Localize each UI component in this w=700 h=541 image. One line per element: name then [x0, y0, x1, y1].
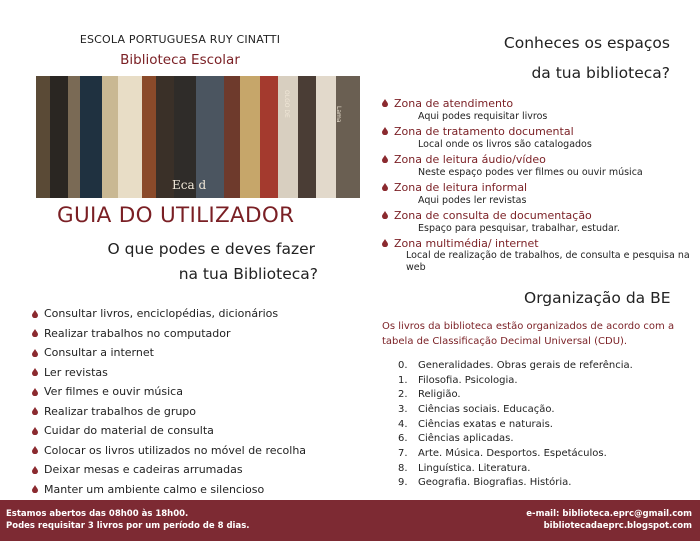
- droplet-bullet-icon: [382, 239, 388, 247]
- list-item: [32, 441, 306, 461]
- zone-description: Local de realização de trabalhos, de consulta e pesquisa na web: [406, 250, 690, 273]
- zone-label: Zona de consulta de documentação: [394, 208, 592, 222]
- list-item: [32, 480, 306, 500]
- cdu-number: 2.: [398, 389, 408, 401]
- list-item: [398, 402, 633, 417]
- cdu-number: 0.: [398, 359, 408, 371]
- rule-text: Realizar trabalhos no computador: [44, 326, 231, 340]
- spaces-question-line-2: da tua biblioteca?: [531, 64, 670, 82]
- droplet-bullet-icon: [32, 329, 38, 337]
- cdu-number: 6.: [398, 433, 408, 445]
- spine-text: Lama: [335, 106, 342, 123]
- right-column: [360, 0, 700, 500]
- rule-text: Realizar trabalhos de grupo: [44, 404, 197, 418]
- email-link[interactable]: e-mail: biblioteca.eprc@gmail.com: [526, 509, 692, 519]
- droplet-bullet-icon: [382, 99, 388, 107]
- footer-left: [6, 508, 249, 532]
- rule-text: Manter um ambiente calmo e silencioso: [44, 482, 265, 496]
- zones-list: [382, 96, 700, 274]
- zone-label: Zona de tratamento documental: [394, 124, 574, 138]
- list-item: [32, 382, 306, 402]
- cdu-number: 4.: [398, 418, 408, 430]
- cdu-label: Ciências exatas e naturais.: [418, 418, 553, 430]
- list-item: [32, 402, 306, 422]
- zone-name: [382, 124, 700, 138]
- list-item: [32, 304, 306, 324]
- organization-title: Organização da BE: [524, 289, 671, 307]
- droplet-bullet-icon: [32, 446, 38, 454]
- cdu-label: Arte. Música. Desportos. Espetáculos.: [418, 447, 607, 459]
- list-item: [32, 343, 306, 363]
- droplet-bullet-icon: [32, 485, 38, 493]
- library-name: Biblioteca Escolar: [120, 52, 240, 68]
- guide-title: GUIA DO UTILIZADOR: [57, 203, 295, 228]
- droplet-bullet-icon: [382, 211, 388, 219]
- droplet-bullet-icon: [32, 349, 38, 357]
- list-item: [398, 461, 633, 476]
- list-item: [398, 417, 633, 432]
- cdu-number: 3.: [398, 403, 408, 415]
- droplet-bullet-icon: [32, 407, 38, 415]
- rule-text: Ver filmes e ouvir música: [44, 385, 183, 399]
- rule-text: Consultar a internet: [44, 346, 154, 360]
- zone-description: Espaço para pesquisar, trabalhar, estudar.: [418, 223, 620, 234]
- cdu-label: Ciências aplicadas.: [418, 433, 514, 445]
- zone-description: Aqui podes requisitar livros: [418, 111, 548, 122]
- subtitle-line-2: na tua Biblioteca?: [178, 265, 318, 283]
- zone-description: Local onde os livros são catalogados: [418, 139, 592, 150]
- droplet-bullet-icon: [382, 183, 388, 191]
- zone-name: [382, 96, 700, 110]
- zone-name: [382, 180, 700, 194]
- rule-text: Cuidar do material de consulta: [44, 424, 214, 438]
- zone-label: Zona de leitura áudio/vídeo: [394, 152, 546, 166]
- droplet-bullet-icon: [382, 155, 388, 163]
- list-item: [32, 421, 306, 441]
- droplet-bullet-icon: [32, 388, 38, 396]
- organization-text: Os livros da biblioteca estão organizados de acordo com a tabela de Classificação Decimal Universal (CDU).: [382, 321, 675, 347]
- zone-description: Aqui podes ler revistas: [418, 195, 527, 206]
- left-column: [0, 0, 360, 500]
- blog-link[interactable]: bibliotecadaeprc.blogspot.com: [543, 521, 692, 531]
- cdu-list: [398, 358, 633, 490]
- bookshelf-photo: [36, 76, 360, 198]
- cdu-label: Generalidades. Obras gerais de referência.: [418, 359, 633, 371]
- list-item: [398, 446, 633, 461]
- opening-hours: Estamos abertos das 08h00 às 18h00.: [6, 509, 189, 519]
- droplet-bullet-icon: [32, 310, 38, 318]
- zone-name: [382, 236, 700, 250]
- footer-bar: [0, 500, 700, 541]
- zone-name: [382, 152, 700, 166]
- cdu-label: Linguística. Literatura.: [418, 462, 531, 474]
- footer-right: [526, 508, 692, 532]
- droplet-bullet-icon: [382, 127, 388, 135]
- loan-rules: Podes requisitar 3 livros por um período de 8 dias.: [6, 521, 250, 531]
- droplet-bullet-icon: [32, 368, 38, 376]
- subtitle-line-1: O que podes e deves fazer: [107, 240, 315, 258]
- rule-text: Consultar livros, enciclopédias, dicionários: [44, 307, 279, 321]
- list-item: [32, 460, 306, 480]
- list-item: [398, 431, 633, 446]
- list-item: [32, 363, 306, 383]
- rule-text: Colocar os livros utilizados no móvel de recolha: [44, 443, 307, 457]
- cdu-number: 7.: [398, 447, 408, 459]
- droplet-bullet-icon: [32, 466, 38, 474]
- zone-label: Zona multimédia/ internet: [394, 236, 539, 250]
- spaces-question-line-1: Conheces os espaços: [503, 34, 670, 52]
- spine-text: OLGO DE: [283, 90, 290, 118]
- list-item: [32, 324, 306, 344]
- list-item: [398, 387, 633, 402]
- zone-label: Zona de atendimento: [394, 96, 514, 110]
- zone-name: [382, 208, 700, 222]
- droplet-bullet-icon: [32, 427, 38, 435]
- rules-list: [32, 304, 306, 499]
- cdu-number: 1.: [398, 374, 408, 386]
- cdu-label: Ciências sociais. Educação.: [418, 403, 555, 415]
- rule-text: Deixar mesas e cadeiras arrumadas: [44, 463, 243, 477]
- cdu-number: 8.: [398, 462, 408, 474]
- list-item: [398, 476, 633, 491]
- zone-label: Zona de leitura informal: [394, 180, 528, 194]
- cdu-label: Filosofia. Psicologia.: [418, 374, 518, 386]
- rule-text: Ler revistas: [44, 365, 108, 379]
- list-item: [398, 373, 633, 388]
- zone-description: Neste espaço podes ver filmes ou ouvir música: [418, 167, 643, 178]
- cdu-number: 9.: [398, 477, 408, 489]
- school-name: ESCOLA PORTUGUESA RUY CINATTI: [79, 33, 281, 46]
- cdu-label: Religião.: [418, 389, 461, 401]
- spine-text: Eca d: [172, 178, 207, 192]
- list-item: [398, 358, 633, 373]
- cdu-label: Geografia. Biografias. História.: [418, 477, 572, 489]
